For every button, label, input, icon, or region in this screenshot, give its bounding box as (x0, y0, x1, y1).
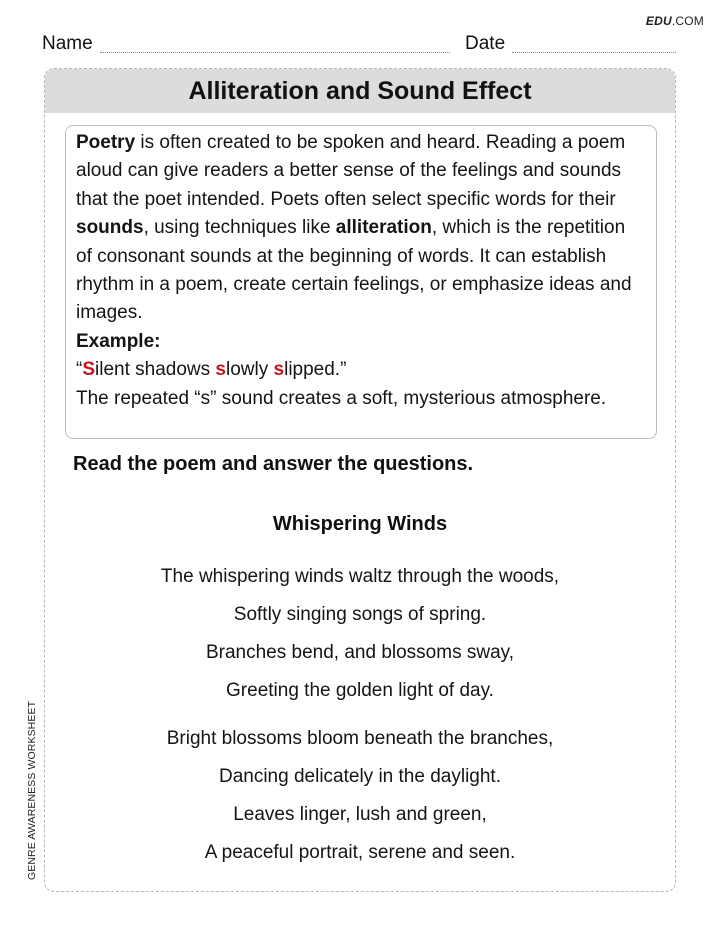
poem-line: A peaceful portrait, serene and seen. (204, 842, 516, 863)
intro-text-3: , which is the repetition of consonant sounds at the beginning of words. It can establish rhythm in a poem, create certain feelings, or emphasize ideas and images. (76, 217, 632, 324)
intro-text-1: is often created to be spoken and heard. Reading a poem aloud can give readers a better sense of the feelings and sounds that the poet intended. Poets often select specific words for their (76, 132, 626, 210)
example-word-2: lowly (226, 359, 274, 381)
example-label: Example: (76, 330, 161, 352)
poem-line: Leaves linger, lush and green, (233, 804, 487, 825)
alliteration-term: alliteration (335, 217, 432, 239)
instruction-text: Read the poem and answer the questions. (73, 453, 474, 475)
poem-line: Greeting the golden light of day. (226, 680, 494, 701)
highlight-s-2: s (215, 359, 226, 381)
info-box (65, 125, 657, 439)
date-line (512, 52, 676, 53)
name-label: Name (42, 33, 93, 54)
highlight-s-1: S (82, 359, 96, 381)
poem-line: The whispering winds waltz through the woods, (160, 566, 560, 587)
example-explanation: The repeated “s” sound creates a soft, mysterious atmosphere. (76, 387, 607, 409)
name-line (100, 52, 450, 53)
poetry-term: Poetry (76, 132, 136, 153)
sounds-term: sounds (76, 217, 144, 239)
poem-title: Whispering Winds (272, 513, 448, 535)
example-line (76, 356, 646, 384)
date-label: Date (465, 33, 506, 54)
intro-text-2: , using techniques like (143, 217, 336, 239)
example-open-quote: “ (76, 359, 83, 381)
genre-side-label: GENRE AWARENESS WORKSHEET (26, 700, 38, 880)
poem-line: Softly singing songs of spring. (233, 604, 487, 625)
example-word-3: lipped.” (284, 359, 347, 381)
brand-logo-bold: EDU (645, 14, 672, 28)
brand-logo (646, 14, 704, 28)
poem-stanza-2 (45, 720, 675, 872)
highlight-s-3: s (273, 359, 285, 381)
poem-line: Dancing delicately in the daylight. (218, 766, 501, 787)
poem-stanza-1 (45, 558, 675, 710)
worksheet-card (44, 68, 676, 892)
intro-paragraph (76, 129, 646, 328)
example-word-1: ilent shadows (95, 359, 216, 381)
brand-logo-suffix: .COM (671, 14, 704, 28)
title-bar (45, 69, 675, 113)
poem-line: Bright blossoms bloom beneath the branches, (166, 728, 554, 749)
worksheet-title: Alliteration and Sound Effect (188, 76, 532, 105)
poem-line: Branches bend, and blossoms sway, (205, 642, 515, 663)
name-date-row (42, 32, 676, 56)
